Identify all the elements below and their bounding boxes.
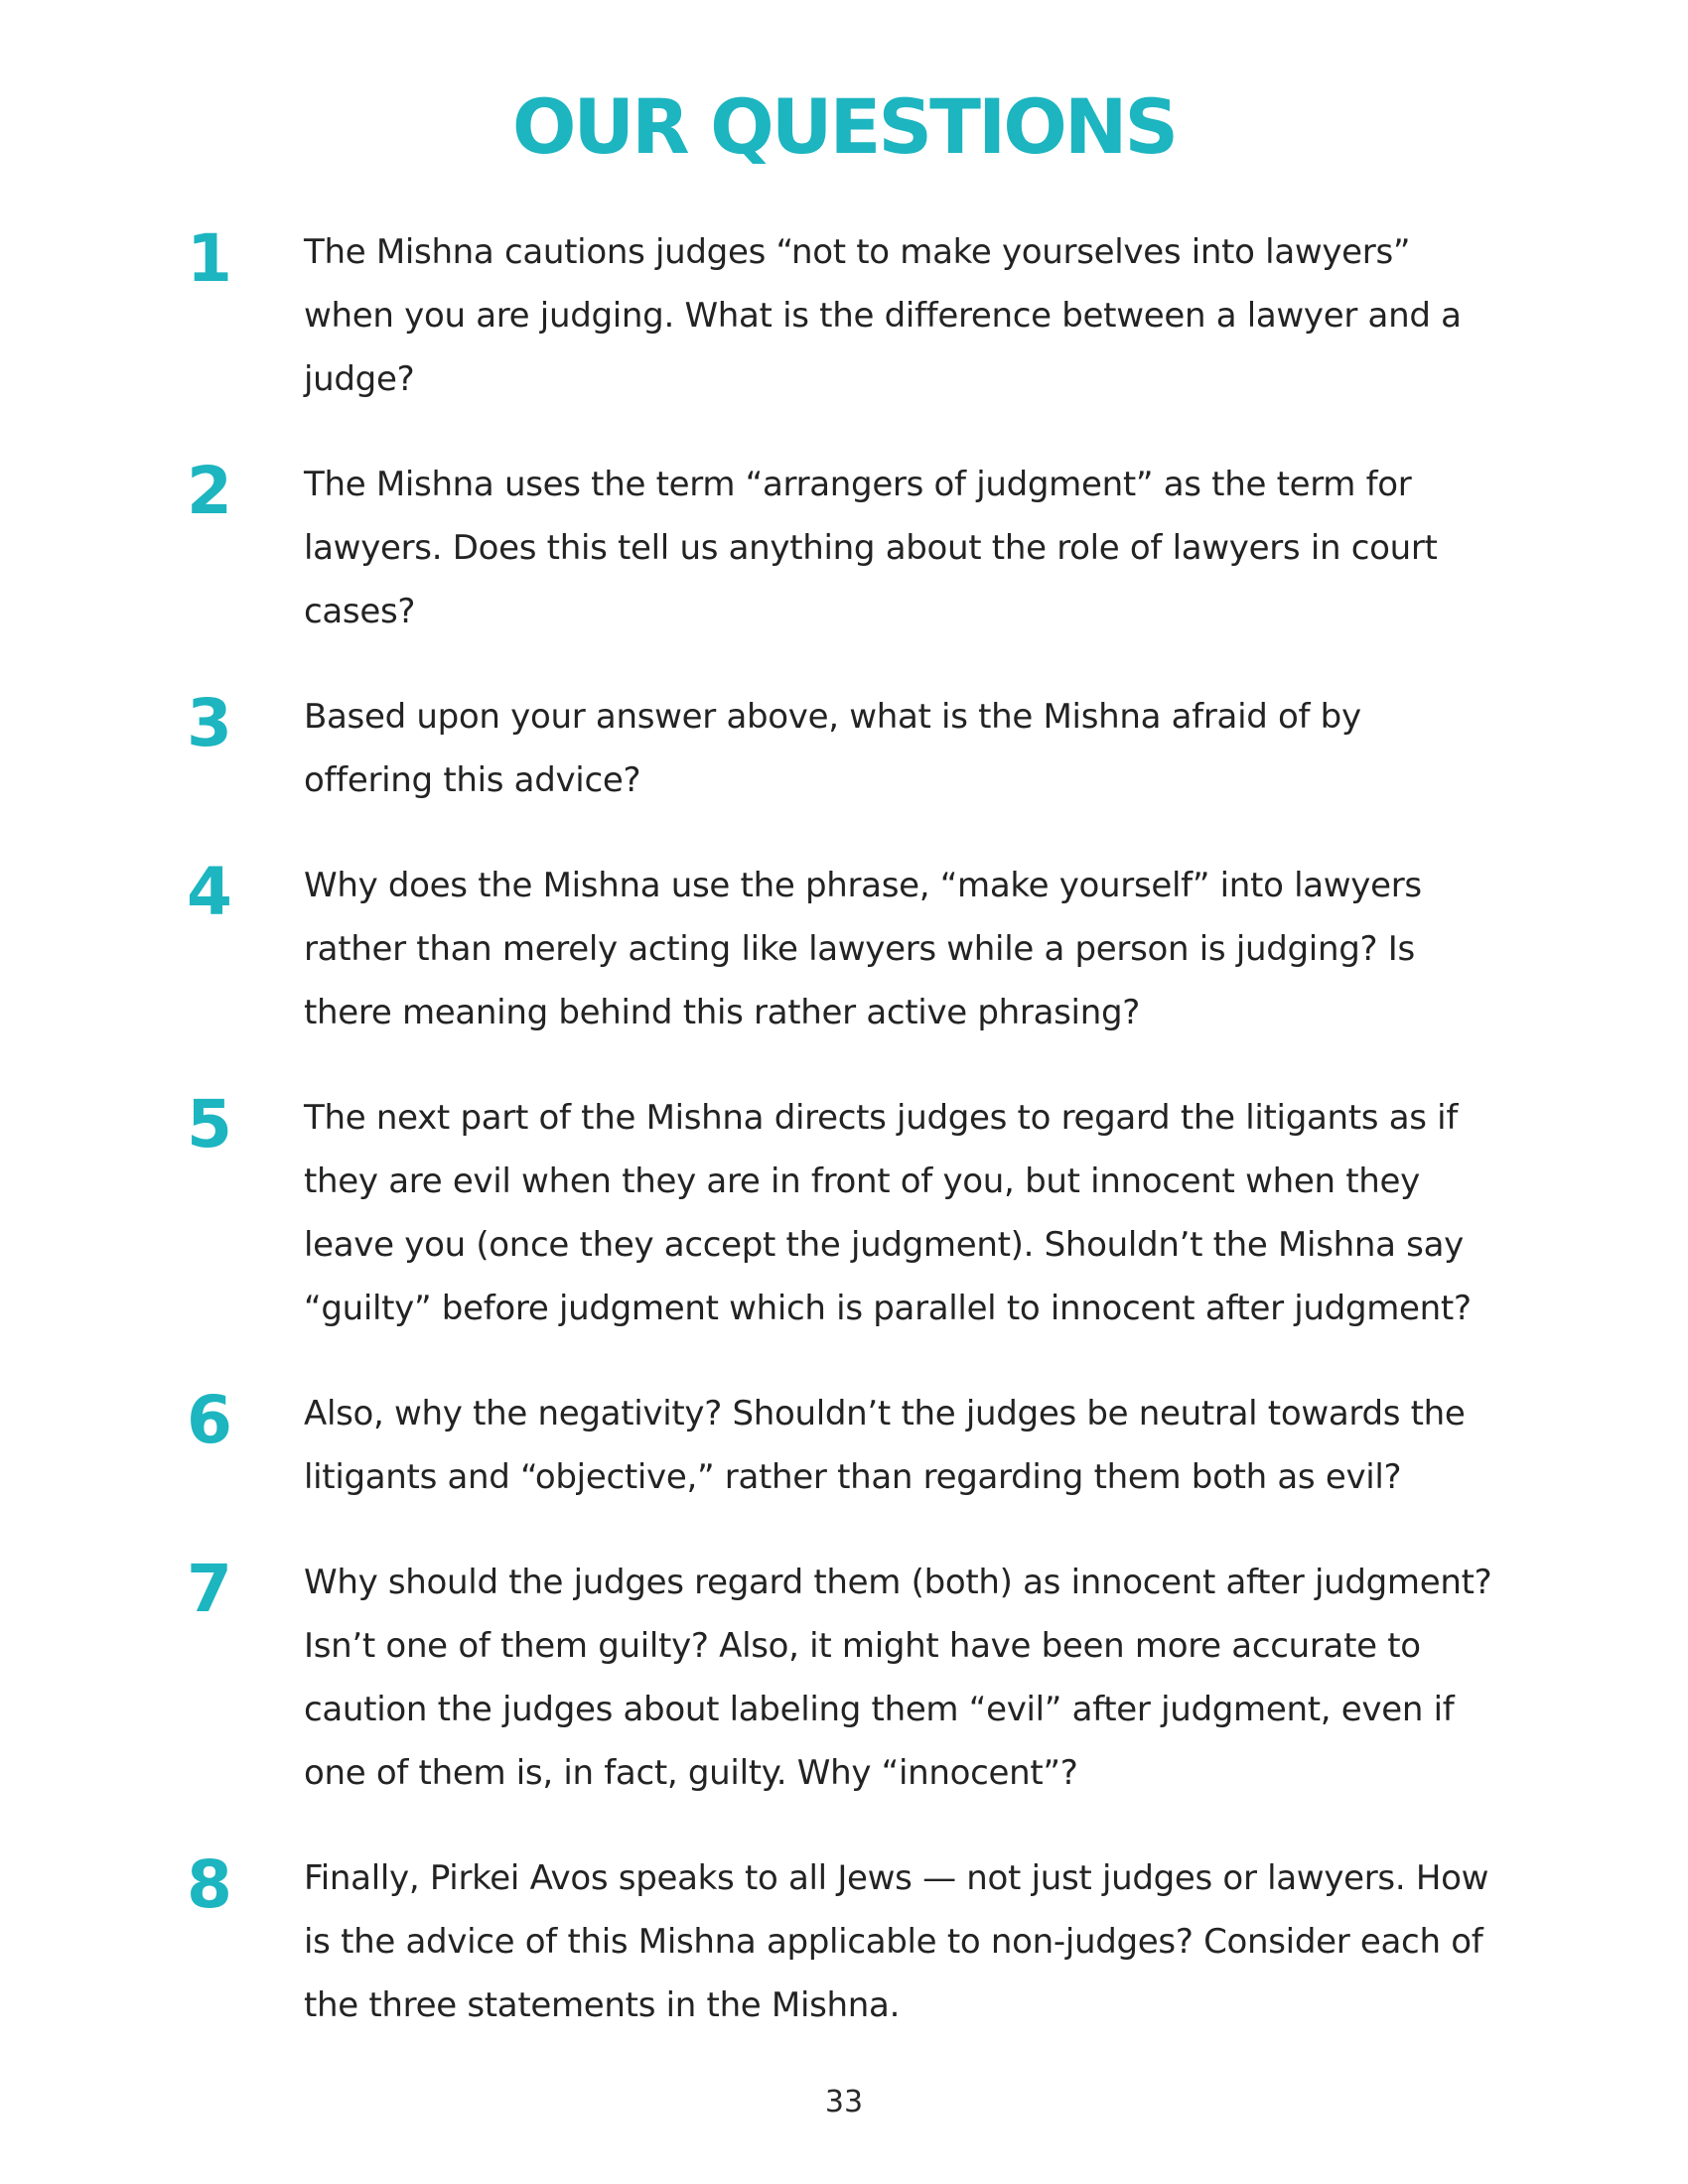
question-number: 6 bbox=[187, 1382, 230, 1458]
question-text: Why should the judges regard them (both) as innocent after judgment? Isn’t one of them guilty? Also, it might have been more accurate to caution the judges about labeling them “evil” after judgment, even if one of them is, in fact, guilty. Why “innocent”? bbox=[304, 1563, 1492, 1793]
question-number: 7 bbox=[187, 1551, 230, 1627]
question-text: The Mishna uses the term “arrangers of judgment” as the term for lawyers. Does this tell us anything about the role of lawyers in court cases? bbox=[304, 465, 1438, 631]
question-number: 5 bbox=[187, 1086, 230, 1162]
page-number: 33 bbox=[824, 2085, 864, 2119]
question-number: 1 bbox=[187, 220, 230, 297]
question-text: The Mishna cautions judges “not to make yourselves into lawyers” when you are judging. What is the difference between a lawyer and a judge? bbox=[304, 232, 1462, 399]
question-number: 3 bbox=[187, 685, 230, 761]
page-title: OUR QUESTIONS bbox=[511, 82, 1177, 171]
question-text: Why does the Mishna use the phrase, “make yourself” into lawyers rather than merely acting like lawyers while a person is judging? Is there meaning behind this rather active phrasing? bbox=[304, 866, 1422, 1032]
question-text: Finally, Pirkei Avos speaks to all Jews — not just judges or lawyers. How is the advice of this Mishna applicable to non-judges? Consider each of the three statements in the Mishna. bbox=[304, 1858, 1489, 2025]
question-text: Based upon your answer above, what is the Mishna afraid of by offering this advice? bbox=[304, 697, 1361, 800]
question-number: 2 bbox=[187, 453, 230, 529]
question-text: Also, why the negativity? Shouldn’t the judges be neutral towards the litigants and “objective,” rather than regarding them both as evil? bbox=[304, 1394, 1466, 1497]
question-number: 4 bbox=[187, 854, 230, 930]
question-number: 8 bbox=[187, 1846, 230, 1923]
question-text: The next part of the Mishna directs judges to regard the litigants as if they are evil when they are in front of you, but innocent when they leave you (once they accept the judgment). Shouldn’t the Mishna say “guilty” before judgment which is parallel to innocent after judgment? bbox=[304, 1098, 1472, 1328]
